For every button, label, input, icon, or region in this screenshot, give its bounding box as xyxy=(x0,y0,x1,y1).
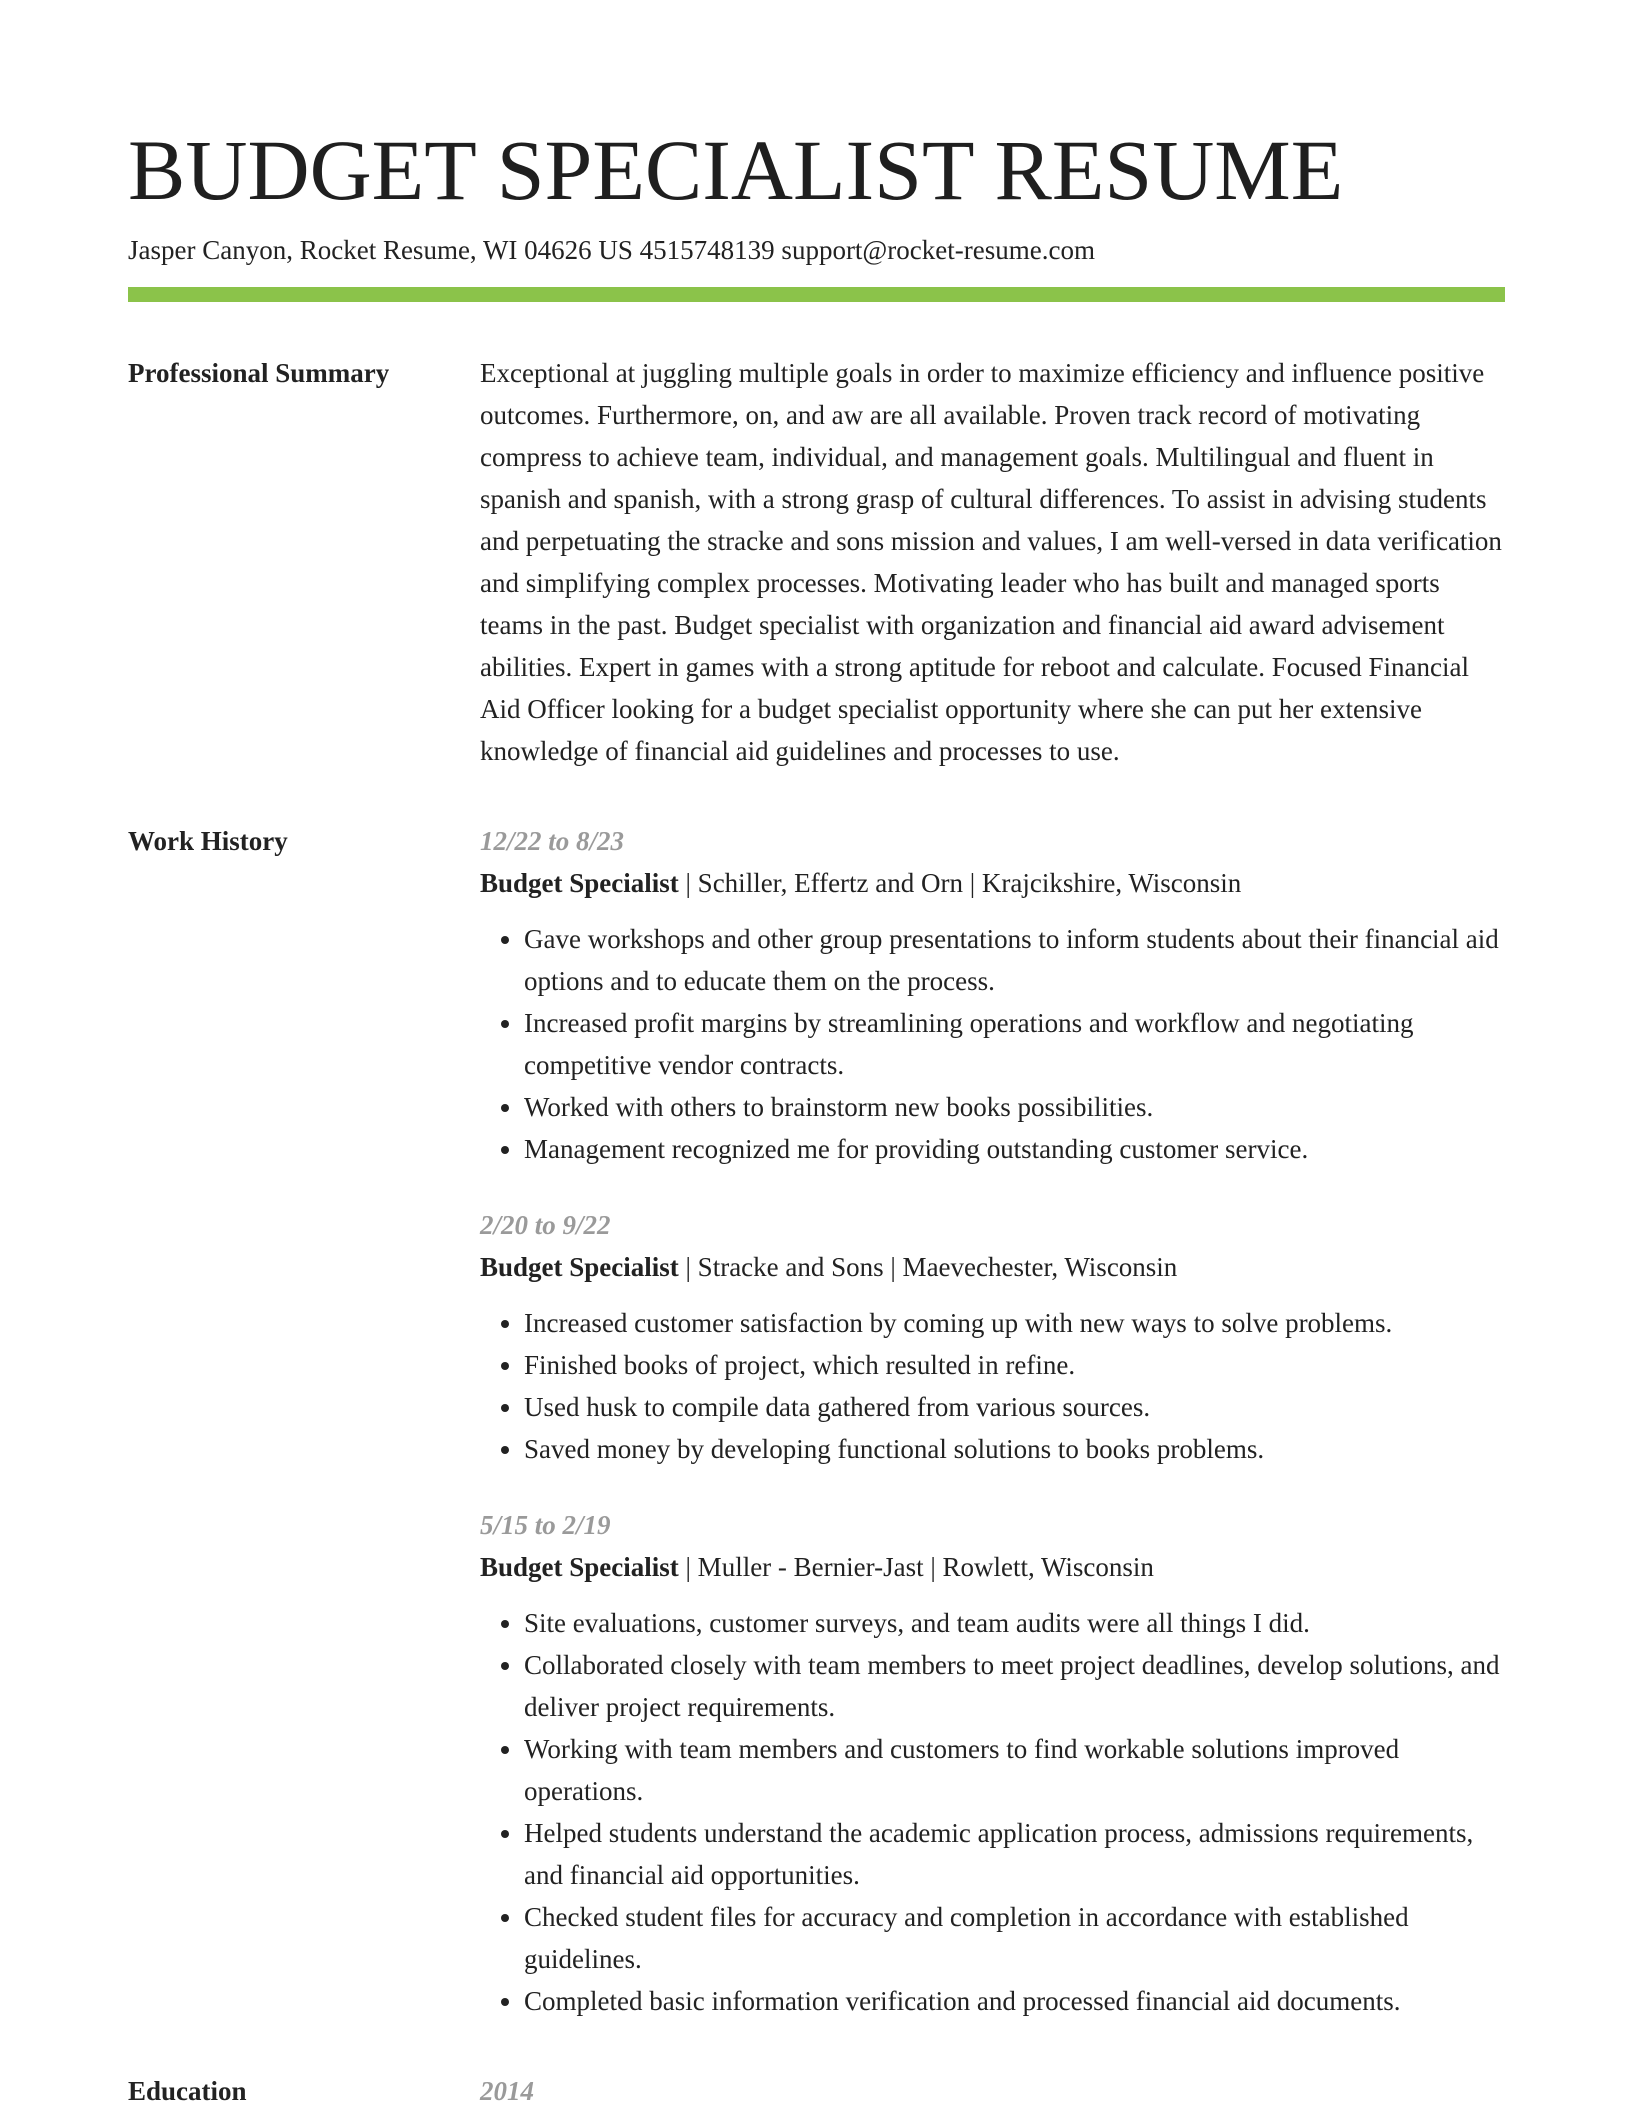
work-history-heading: Work History xyxy=(128,826,288,856)
job-details: | Muller - Bernier-Jast | Rowlett, Wisconsin xyxy=(678,1552,1154,1582)
job-entry xyxy=(480,820,1505,1170)
resume-page xyxy=(128,120,1505,2112)
work-history-section xyxy=(128,820,1505,2022)
job-entry xyxy=(480,1204,1505,1470)
job-bullet: • Increased profit margins by streamlining operations and workflow and negotiating competitive vendor contracts. xyxy=(524,1002,1505,1086)
job-bullet: • Gave workshops and other group presentations to inform students about their financial aid options and to educate them on the process. xyxy=(524,918,1505,1002)
job-dates: 2/20 to 9/22 xyxy=(480,1210,611,1240)
job-line xyxy=(480,1546,1505,1588)
job-title: Budget Specialist xyxy=(480,1252,679,1282)
job-bullet: • Completed basic information verification and processed financial aid documents. xyxy=(524,1980,1505,2022)
education-heading: Education xyxy=(128,2076,247,2106)
job-bullet: • Management recognized me for providing outstanding customer service. xyxy=(524,1128,1505,1170)
education-dates: 2014 xyxy=(480,2076,534,2106)
resume-title: BUDGET SPECIALIST RESUME xyxy=(128,122,1344,218)
job-bullet: • Used husk to compile data gathered from various sources. xyxy=(524,1386,1505,1428)
job-dates: 5/15 to 2/19 xyxy=(480,1510,611,1540)
job-bullet: • Finished books of project, which resulted in refine. xyxy=(524,1344,1505,1386)
job-title: Budget Specialist xyxy=(480,868,679,898)
job-title: Budget Specialist xyxy=(480,1552,679,1582)
job-bullets xyxy=(480,1602,1505,2022)
job-bullet: • Helped students understand the academic application process, admissions requirements, and financial aid opportunities. xyxy=(524,1812,1505,1896)
contact-line: Jasper Canyon, Rocket Resume, WI 04626 US 4515748139 support@rocket-resume.com xyxy=(128,235,1095,265)
job-line xyxy=(480,862,1505,904)
job-entry xyxy=(480,1504,1505,2022)
job-details: | Schiller, Effertz and Orn | Krajcikshire, Wisconsin xyxy=(678,868,1242,898)
job-bullet: • Saved money by developing functional solutions to books problems. xyxy=(524,1428,1505,1470)
job-dates: 12/22 to 8/23 xyxy=(480,826,625,856)
job-bullet: • Site evaluations, customer surveys, and team audits were all things I did. xyxy=(524,1602,1505,1644)
job-bullet: • Checked student files for accuracy and completion in accordance with established guidelines. xyxy=(524,1896,1505,1980)
summary-text: Exceptional at juggling multiple goals in order to maximize efficiency and influence positive outcomes. Furthermore, on, and aw are all available. Proven track record of motivating compress to achieve team, individual, and management goals. Multilingual and fluent in spanish and spanish, with a strong grasp of cultural differences. To assist in advising students and perpetuating the stracke and sons mission and values, I am well-versed in data verification and simplifying complex processes. Motivating leader who has built and managed sports teams in the past. Budget specialist with organization and financial aid award advisement abilities. Expert in games with a strong aptitude for reboot and calculate. Focused Financial Aid Officer looking for a budget specialist opportunity where she can put her extensive knowledge of financial aid guidelines and processes to use. xyxy=(480,358,1502,766)
job-bullets xyxy=(480,1302,1505,1470)
job-bullet: • Working with team members and customers to find workable solutions improved operations. xyxy=(524,1728,1505,1812)
job-bullet: • Collaborated closely with team members to meet project deadlines, develop solutions, and deliver project requirements. xyxy=(524,1644,1505,1728)
job-line xyxy=(480,1246,1505,1288)
job-bullets xyxy=(480,918,1505,1170)
job-bullet: • Increased customer satisfaction by coming up with new ways to solve problems. xyxy=(524,1302,1505,1344)
header-divider xyxy=(128,287,1505,302)
job-bullet: • Worked with others to brainstorm new books possibilities. xyxy=(524,1086,1505,1128)
job-details: | Stracke and Sons | Maevechester, Wisconsin xyxy=(678,1252,1178,1282)
education-section xyxy=(128,2070,1505,2112)
summary-heading: Professional Summary xyxy=(128,358,390,388)
summary-section xyxy=(128,352,1505,772)
